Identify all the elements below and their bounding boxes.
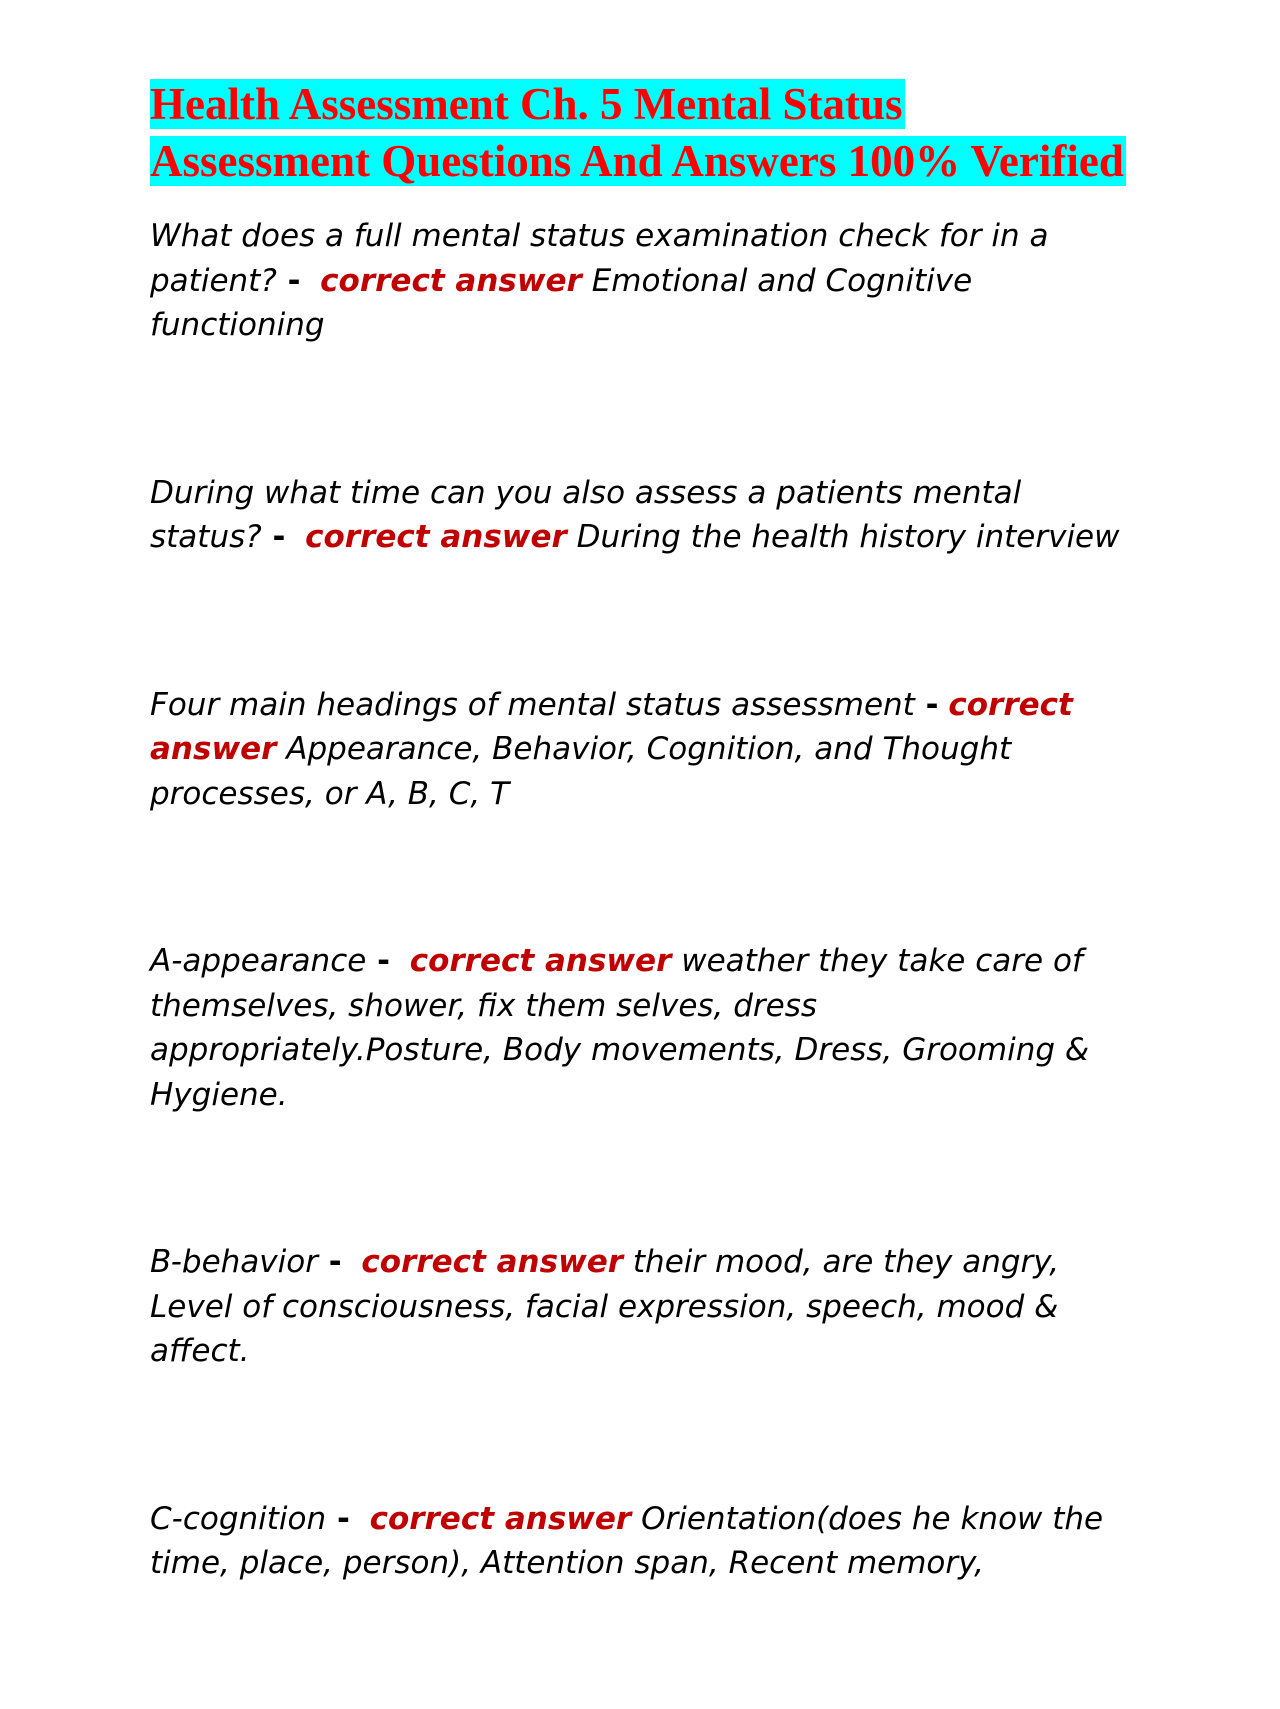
qa-question: During what time can you also assess a patients mental status? bbox=[150, 474, 1022, 555]
qa-separator: - bbox=[317, 1244, 342, 1280]
qa-separator: - bbox=[914, 686, 939, 723]
qa-separator: - bbox=[261, 519, 286, 555]
qa-answer: their mood, are they angry, Level of consciousness, facial expression, speech, mood & affect. bbox=[150, 1244, 1060, 1369]
qa-item bbox=[150, 471, 1130, 560]
qa-separator: - bbox=[326, 1500, 350, 1537]
correct-answer-label: correct answer bbox=[150, 686, 1073, 767]
qa-item bbox=[150, 1497, 1130, 1586]
qa-answer: weather they take care of themselves, shower, fix them selves, dress appropriately.Posture, Body movements, Dress, Grooming & Hygiene. bbox=[150, 943, 1090, 1113]
document-title bbox=[150, 76, 1130, 190]
qa-item bbox=[150, 1240, 1130, 1374]
correct-answer-label: correct answer bbox=[361, 1244, 624, 1280]
qa-list bbox=[150, 214, 1130, 1586]
qa-answer: Appearance, Behavior, Cognition, and Thought processes, or A, B, C, T bbox=[150, 731, 1012, 812]
qa-question: B-behavior bbox=[150, 1244, 318, 1280]
qa-question: C-cognition bbox=[150, 1500, 327, 1537]
correct-answer-label: correct answer bbox=[369, 1500, 632, 1537]
qa-item bbox=[150, 214, 1130, 348]
qa-question: A-appearance bbox=[150, 943, 367, 979]
qa-answer: Orientation(does he know the time, place, person), Attention span, Recent memory, bbox=[150, 1500, 1104, 1581]
correct-answer-label: correct answer bbox=[320, 262, 582, 299]
document-content bbox=[150, 76, 1130, 1709]
qa-separator: - bbox=[276, 262, 301, 299]
correct-answer-label: correct answer bbox=[305, 519, 567, 555]
correct-answer-label: correct answer bbox=[409, 943, 672, 979]
qa-answer: Emotional and Cognitive functioning bbox=[150, 262, 973, 343]
qa-separator: - bbox=[366, 943, 390, 979]
qa-item bbox=[150, 683, 1130, 817]
qa-question: Four main headings of mental status assessment bbox=[150, 686, 915, 723]
qa-answer: During the health history interview bbox=[576, 519, 1120, 555]
document-title-text: Health Assessment Ch. 5 Mental Status Assessment Questions And Answers 100% Verified bbox=[150, 79, 1124, 186]
qa-question: What does a full mental status examination check for in a patient? bbox=[150, 218, 1049, 299]
qa-item bbox=[150, 939, 1130, 1117]
